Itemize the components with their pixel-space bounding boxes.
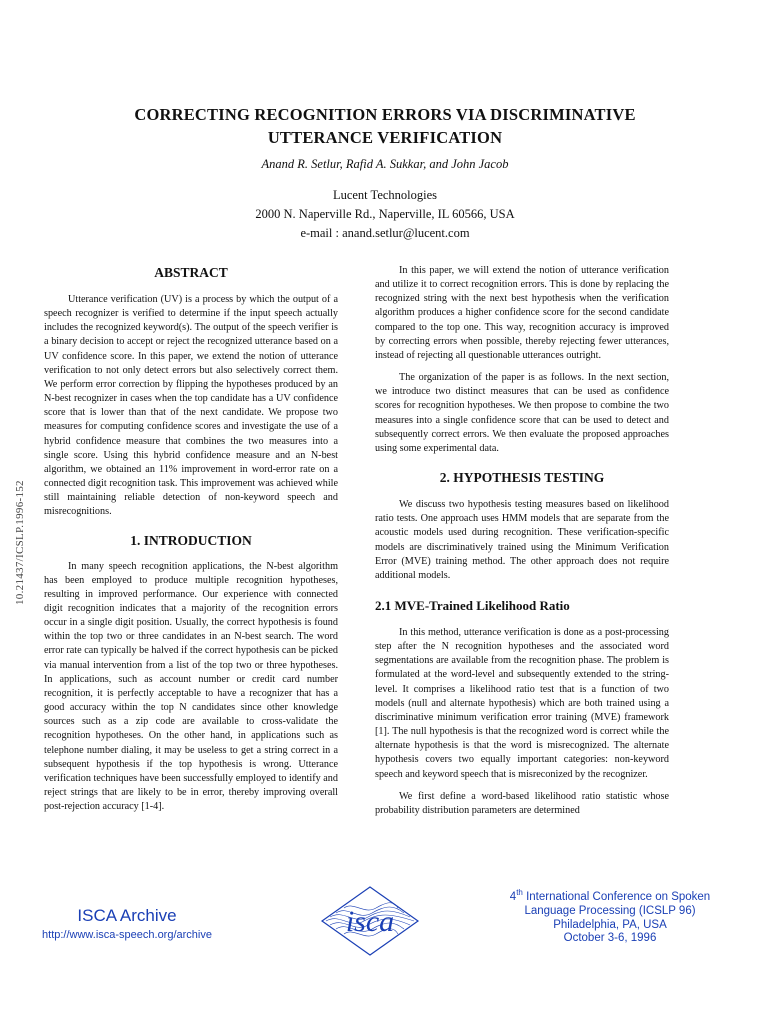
hypothesis-testing-heading: 2. HYPOTHESIS TESTING: [439, 470, 605, 486]
intro-continued-para2: The organization of the paper is as follows. In the next section, we introduce two distinct measures that can be used as confidence scores for recognition hypotheses. We then propose to combine the two measures into a single confidence score that can be used to detect and subsequently correct errors. We then evaluate the proposed approaches using some experimental data.: [375, 372, 669, 454]
paper-title: [60, 103, 710, 149]
isca-logo-icon: [320, 885, 420, 957]
conference-location: Philadelphia, PA, USA: [553, 918, 667, 931]
left-column: [44, 264, 338, 814]
introduction-heading: 1. INTRODUCTION: [130, 532, 252, 548]
intro-continued-para1: In this paper, we will extend the notion of utterance verification and utilize it to correct recognition errors. This is done by replacing the recognized string with the next best hypothesis when the verification algorithm produces a higher confidence score for the second candidate compared to the top one. This way, recognition accuracy is improved by correcting errors when possible, thereby rejecting fewer utterances, instead of rejecting all questionable utterances outright.: [375, 265, 669, 361]
conference-number: 4: [509, 891, 517, 903]
doi-sidebar: 10.21437/ICSLP.1996-152: [14, 480, 26, 605]
isca-archive-link[interactable]: http://www.isca-speech.org/archive: [42, 929, 212, 941]
abstract-text: Utterance verification (UV) is a process by which the output of a speech recognizer is verified to determine if the input speech actually includes the recognized keyword(s). The output of the speech verifier is a binary decision to accept or reject the recognized utterance based on a UV confidence score. In this paper, we extend the notion of utterance verification to not only detect errors but also selectively correct them. We perform error correction by flipping the hypotheses produced by an N-best recognizer in cases when the top candidate has a UV confidence score that is lower than that of the next candidate. We propose two measures for computing confidence scores and investigate the use of a hybrid confidence measure that combines the two measures into a single score. Using this hybrid confidence measure and an N-best algorithm, we obtained an 11% improvement in word-error rate on a connected digit recognition task. This improvement was achieved while still maintaining reliable detection of non-keyword speech and misrecognitions.: [44, 294, 338, 518]
isca-archive-title: ISCA Archive: [77, 906, 177, 925]
affiliation-block: [60, 186, 710, 243]
conference-line2: Language Processing (ICSLP 96): [524, 904, 696, 917]
email: e-mail : anand.setlur@lucent.com: [300, 226, 470, 240]
isca-logo: [320, 885, 420, 957]
conference-dates: October 3-6, 1996: [563, 932, 657, 945]
introduction-text: In many speech recognition applications, the N-best algorithm has been employed to produce multiple recognition hypotheses, resulting in improved performance. Our experience with connected digit recognition indicates that a majority of the recognition errors occur in a single digit position. Usually, the correct hypothesis is found within the top two or three candidates in an N-best search. The word error rate can typically be halved if the correct hypothesis can be picked via manual intervention from a list of the top two or three hypotheses. In applications, such as account number or credit card number recognition, it is perfectly acceptable to have a recognizer that has a good accuracy within the top N candidates since other knowledge sources such as a zip code are available to cross-validate the recognition hypotheses. On the other hand, in applications such as telephone number dialing, it may be useless to get a string correct in a subsequent hypothesis if the top hypothesis is wrong. Utterance verification techniques have been successfully employed to identify and reject strings that are likely to be in error, thereby improving overall post-rejection accuracy [1-4].: [44, 560, 338, 813]
right-column: [375, 264, 669, 818]
abstract-heading: ABSTRACT: [154, 265, 228, 280]
conference-name: International Conference on Spoken: [522, 891, 711, 903]
isca-logo-letters: isca: [345, 905, 395, 938]
affiliation: Lucent Technologies: [332, 188, 438, 202]
paper-title-line2: UTTERANCE VERIFICATION: [267, 128, 503, 147]
conference-ordinal: th: [516, 888, 523, 898]
paper-title-line1: CORRECTING RECOGNITION ERRORS VIA DISCRIMINATIVE: [134, 105, 636, 124]
isca-archive-block: [37, 906, 217, 942]
hypothesis-testing-text: We discuss two hypothesis testing measures based on likelihood ratio tests. One approach uses HMM models that are separate from the acoustic models used during recognition. These verification-specific models are discriminatively trained using the Minimum Verification Error (MVE) training method. The other approach does not require additional models.: [375, 499, 669, 581]
conference-line1: [500, 888, 720, 905]
mve-text: In this method, utterance verification is done as a post-processing step after the N recognition hypotheses and the associated word segmentations are available from the recognition phase. The problem is formulated at the word-level and subsequently extended to the string-level. It comprises a likelihood ratio test that is a function of two models (null and alternate hypothesis) which are both trained using a discriminative minimum verification error training (MVE) framework [1]. The null hypothesis is that the recognized word is correct while the alternate hypothesis is that the word is misrecognized. The alternate hypothesis covers two equally important categories: non-keyword speech and keyword speech that is misreconized by the recognizer.: [375, 626, 669, 780]
address: 2000 N. Naperville Rd., Naperville, IL 60566, USA: [255, 207, 515, 221]
author-list: Anand R. Setlur, Rafid A. Sukkar, and John Jacob: [261, 157, 509, 171]
conference-info: [500, 888, 720, 946]
mve-text-continued: We first define a word-based likelihood ratio statistic whose probability distribution parameters are determined: [375, 790, 669, 816]
mve-heading: 2.1 MVE-Trained Likelihood Ratio: [375, 597, 570, 613]
